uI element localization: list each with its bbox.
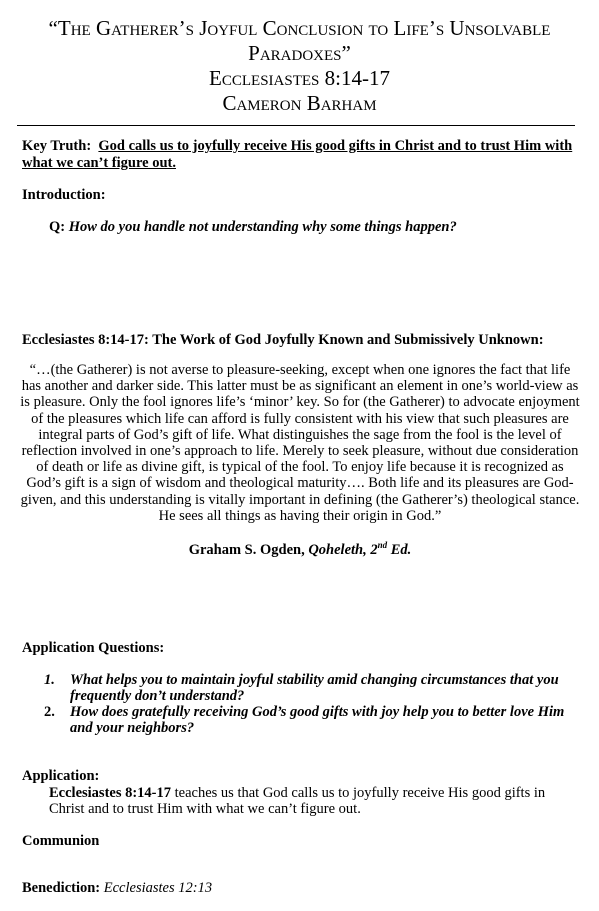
- application-reference: Ecclesiastes 8:14-17: [49, 785, 172, 801]
- application-heading: Application:: [22, 768, 100, 784]
- key-truth: [22, 138, 580, 172]
- introduction-heading: Introduction:: [22, 187, 106, 203]
- list-item: [38, 672, 583, 704]
- list-item-text: How does gratefully receiving God’s good gifts with joy help you to better love Him and your neighbors?: [70, 704, 565, 736]
- attribution-book: Qoheleth,: [308, 542, 367, 558]
- list-item-number: 2.: [44, 704, 55, 720]
- attribution-edition: Ed.: [390, 542, 412, 558]
- benediction: [22, 880, 212, 897]
- key-truth-text: God calls us to joyfully receive His good gifts in Christ and to trust Him with what we can’t figure out.: [22, 138, 573, 171]
- question-label: Q:: [49, 219, 66, 235]
- ogden-quote: “…(the Gatherer) is not averse to pleasure-seeking, except when one ignores the fact that life has another and darker side. This latter must be as significant an element in one’s world-view as is pleasure. Only the fool ignores life’s ‘minor’ key. So for (the Gatherer) to advocate enjoyment of the pleasures which life can afford is fully consistent with his view that such pleasures are integral parts of God’s gift of life. What distinguishes the sage from the fool is the level of reflection involved in one’s approach to life. Merely to seek pleasure, without due consideration of death or life as divine gift, is typical of the fool. To enjoy life because it is recognized as God’s gift is a sign of wisdom and theological maturity…. Both life and its pleasures are God-given, and this understanding is vitally important in defining (the Gatherer’s) theological stance. He sees all things as having their origin in God.”: [20, 362, 580, 524]
- application-questions-heading: Application Questions:: [22, 640, 165, 656]
- benediction-reference: Ecclesiastes 12:13: [103, 880, 213, 896]
- attribution-edition-number: 2: [370, 542, 378, 558]
- list-item: [38, 704, 583, 736]
- speaker-name: Cameron Barham: [222, 91, 377, 115]
- divider-rule: [17, 125, 575, 126]
- section-heading: Ecclesiastes 8:14-17: The Work of God Joyfully Known and Submissively Unknown:: [22, 332, 544, 348]
- attribution-edition-suffix-sup: nd: [377, 540, 388, 551]
- application-body: [49, 785, 569, 817]
- communion-heading: Communion: [22, 833, 100, 849]
- attribution-author: Graham S. Ogden,: [188, 542, 305, 558]
- quote-attribution: [20, 542, 580, 559]
- application-text: teaches us that God calls us to joyfully receive His good gifts in Christ and to trust Him with what we can’t figure out.: [49, 785, 546, 817]
- benediction-label: Benediction:: [22, 880, 101, 896]
- sermon-title: [20, 16, 579, 116]
- key-truth-label: Key Truth:: [22, 138, 92, 154]
- scripture-reference: Ecclesiastes 8:14-17: [209, 66, 390, 90]
- list-item-text: What helps you to maintain joyful stability amid changing circumstances that you frequently don’t understand?: [70, 672, 559, 704]
- list-item-number: 1.: [44, 672, 55, 688]
- title-line-2: Paradoxes”: [248, 41, 351, 65]
- intro-question: [49, 219, 457, 236]
- application-questions-list: [38, 672, 583, 736]
- question-text: How do you handle not understanding why some things happen?: [68, 219, 457, 235]
- title-line-1: “The Gatherer’s Joyful Conclusion to Life’s Unsolvable: [48, 16, 551, 40]
